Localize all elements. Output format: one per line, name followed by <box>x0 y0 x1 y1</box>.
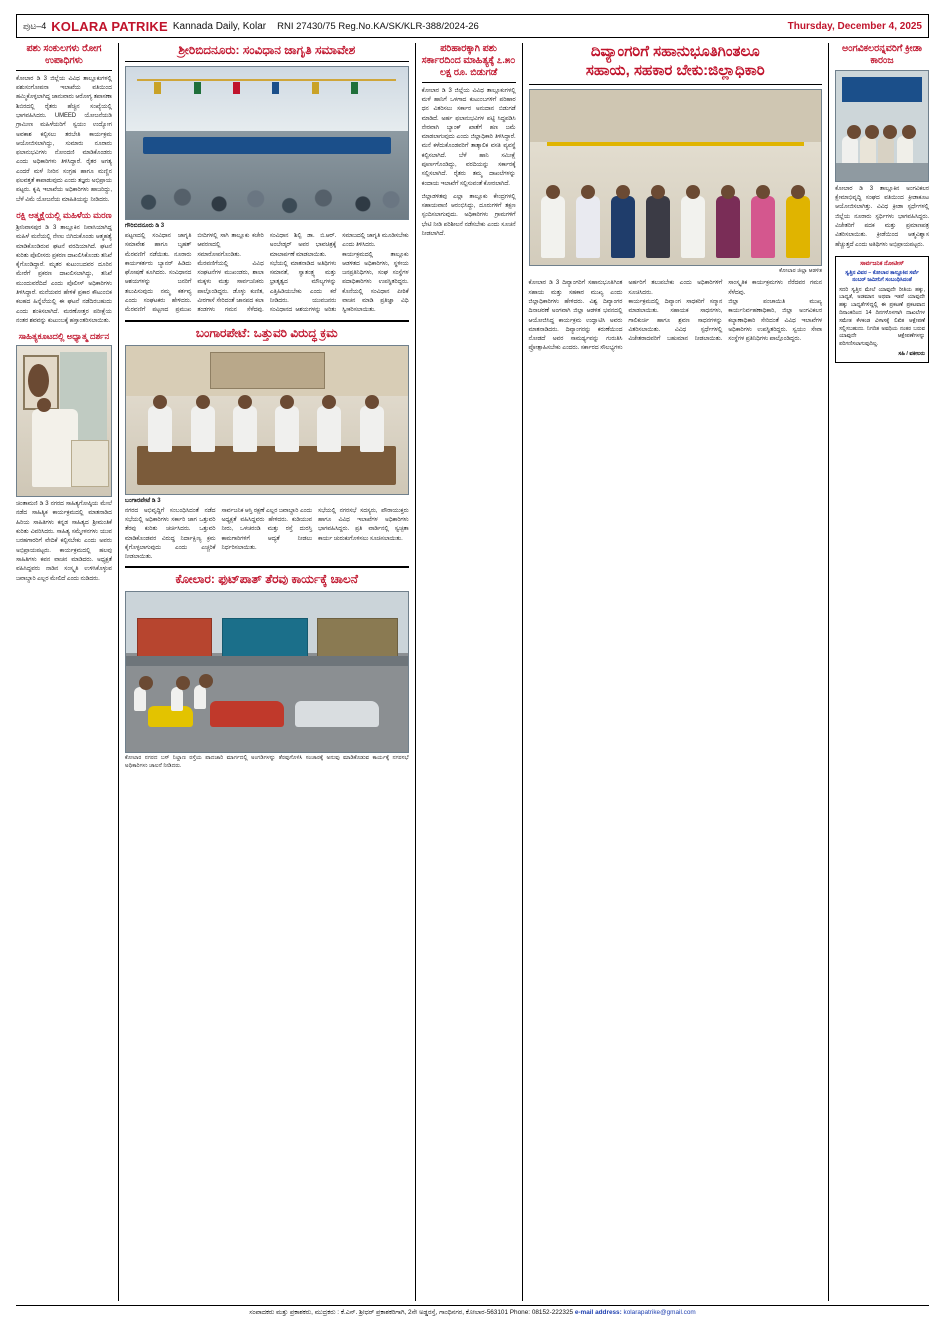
newspaper-subtitle: Kannada Daily, Kolar <box>172 20 267 32</box>
divider <box>125 566 409 568</box>
stage-function-photo <box>835 70 929 182</box>
notice-subtitle: ಸ್ವತ್ತಿನ ವಿವರ – ಕೋಲಾರ ತಾಲ್ಲೂಕಿನ ಸರ್ವೆ ನಂಬರ್ ಜಮೀನಿಗೆ ಸಂಬಂಧಿಸಿದಂತೆ <box>845 269 919 284</box>
notice-title: ಸಾರ್ವಜನಿಕ ನೋಟೀಸ್ <box>860 260 904 267</box>
divider <box>529 84 823 85</box>
notice-body: ಸದರಿ ಸ್ವತ್ತಿನ ಮೇಲೆ ಯಾವುದೇ ರೀತಿಯ ಹಕ್ಕು, ಬಾಧ್ಯತೆ, ಅಡಮಾನ ಅಥವಾ ಇತರೆ ಯಾವುದೇ ಹಕ್ಕು ಬಾಧ್ಯತೆಗಳಿದ್ದಲ್ಲಿ ಈ ಪ್ರಕಟಣೆ ಪ್ರಕಟವಾದ ದಿನಾಂಕದಿಂದ 14 ದಿನಗಳೊಳಗಾಗಿ ದಾಖಲೆಗಳ ಸಮೇತ ಕೆಳಕಂಡ ವಿಳಾಸಕ್ಕೆ ಲಿಖಿತ ಆಕ್ಷೇಪಣೆ ಸಲ್ಲಿಸಬಹುದು. ನಿಗದಿತ ಅವಧಿಯ ನಂತರ ಬರುವ ಯಾವುದೇ ಆಕ್ಷೇಪಣೆಗಳನ್ನು ಪರಿಗಣಿಸಲಾಗುವುದಿಲ್ಲ. <box>839 286 925 348</box>
col2-para-3: ಸಭೆಯಲ್ಲಿ ಮಾತನಾಡಿದ ಅತಿಥಿಗಳು ಸಮಾನತೆ, ಸ್ವಾತಂತ್ರ್ಯ ಮತ್ತು ಭ್ರಾತೃತ್ವದ ಮೌಲ್ಯಗಳನ್ನು ಎತ್ತಿಹಿಡಿಯಬೇಕು ಎಂದು ಕರೆ ನೀಡಿದರು. ಯುವಜನರು ಸಂವಿಧಾನದ ಆಶಯಗಳನ್ನು ಅರಿತು ಸಮಾಜದಲ್ಲಿ ಜಾಗೃತಿ ಮೂಡಿಸಬೇಕು ಎಂದು ತಿಳಿಸಿದರು. <box>269 233 409 314</box>
col2-para-1: ಪಟ್ಟಣದಲ್ಲಿ ಸಂವಿಧಾನ ಜಾಗೃತಿ ಸಮಾವೇಶ ಹಾಗೂ ಬೃಹತ್ ಮೆರವಣಿಗೆ ನಡೆಯಿತು. ನೂರಾರು ಕಾರ್ಯಕರ್ತರು ಬ್ಯಾನರ್ ಹಿಡಿದು ಘೋಷಣೆ ಕೂಗಿದರು. ಸಂವಿಧಾನದ ಆಶಯಗಳನ್ನು ಜನರಿಗೆ ತಲುಪಿಸುವುದು ನಮ್ಮ ಕರ್ತವ್ಯ ಎಂದು ಸಂಘಟಕರು ಹೇಳಿದರು. ಮೆರವಣಿಗೆ ಪಟ್ಟಣದ ಪ್ರಮುಖ ಬೀದಿಗಳಲ್ಲಿ ಸಾಗಿ ತಾಲ್ಲೂಕು ಕಚೇರಿ ಆವರಣದಲ್ಲಿ ಸಮಾರೋಪಗೊಂಡಿತು. <box>124 233 264 314</box>
rni-registration: RNI 27430/75 Reg.No.KA/SK/KLR-388/2024-26 <box>277 20 479 32</box>
col1-subhead-2: ಸಾಹಿತ್ಯಕೂಟದಲ್ಲಿ ಅಧ್ಯಾತ್ಮ ದರ್ಶನ <box>18 331 110 342</box>
column-one <box>16 43 112 1301</box>
writer-portrait-photo <box>16 345 112 497</box>
lead-para-3: ಜಿಲ್ಲಾ ಪಂಚಾಯಿತಿ ಮುಖ್ಯ ಕಾರ್ಯನಿರ್ವಹಣಾಧಿಕಾರಿ, ಜಿಲ್ಲಾ ಅಂಗವಿಕಲರ ಕಲ್ಯಾಣಾಧಿಕಾರಿ ಸೇರಿದಂತೆ ವಿವಿಧ ಇಲಾಖೆಗಳ ಅಧಿಕಾರಿಗಳು ಉಪಸ್ಥಿತರಿದ್ದರು. ಸ್ವಯಂ ಸೇವಾ ಸಂಸ್ಥೆಗಳ ಪ್ರತಿನಿಧಿಗಳು ಪಾಲ್ಗೊಂಡಿದ್ದರು. <box>728 298 823 343</box>
col1-headline: ಪಶು ಸಂಕುಲಗಳು ರೋಗ ಉಪಾಧಿಗಳು <box>26 43 102 66</box>
col1-body-3: ಚಿಂತಾಮಣಿ ಡಿ 3 ನಗರದ ಸಾಹಿತ್ಯಗೋಷ್ಠಿಯ ಮೇಲೆ ನಡೆದ ಸಾಹಿತ್ಯಿಕ ಕಾರ್ಯಕ್ರಮದಲ್ಲಿ ಮಾತನಾಡಿದ ಹಿರಿಯ ಸಾಹಿತಿಗಳು ಕನ್ನಡ ಸಾಹಿತ್ಯದ ಶ್ರೀಮಂತಿಕೆ ಕುರಿತು ವಿವರಿಸಿದರು. ಸಾಹಿತ್ಯ ಸಮ್ಮೇಳನಗಳು ಯುವ ಬರಹಗಾರರಿಗೆ ವೇದಿಕೆ ಕಲ್ಪಿಸಬೇಕು ಎಂದು ಅವರು ಅಭಿಪ್ರಾಯಪಟ್ಟರು. ಕಾರ್ಯಕ್ರಮದಲ್ಲಿ ಹಲವು ಸಾಹಿತಿಗಳು ಕವನ ವಾಚನ ಮಾಡಿದರು. ಅಧ್ಯಕ್ಷತೆ ವಹಿಸಿದ್ದವರು ನಾಡಿನ ಸಂಸ್ಕೃತಿ ಉಳಿಸಿಕೊಳ್ಳುವ ಜವಾಬ್ದಾರಿ ಎಲ್ಲರ ಮೇಲಿದೆ ಎಂದು ನುಡಿದರು. <box>16 501 112 582</box>
col2-byline-2: ಬಂಗಾರಪೇಟೆ ಡಿ 3 <box>124 497 161 504</box>
column-rule <box>118 43 119 1301</box>
col1-subhead: ರಕ್ಷಿ ಆತ್ಮಕ್ಷೆಯಲ್ಲಿ ಮಹಿಳೆಯ ಮರಣ <box>16 209 112 220</box>
col2-byline: ಗೌರಿಬಿದನೂರು ಡಿ 3 <box>124 223 165 229</box>
page-number: ಪುಟ–4 <box>23 20 47 31</box>
divider <box>125 61 409 62</box>
col3-body-2: ಜಿಲ್ಲಾಡಳಿತವು ಎಲ್ಲಾ ತಾಲ್ಲೂಕು ಕೇಂದ್ರಗಳಲ್ಲಿ ಸಹಾಯವಾಣಿ ಆರಂಭಿಸಿದ್ದು, ದೂರುಗಳಿಗೆ ತಕ್ಷಣ ಸ್ಪಂದಿಸಲಾಗುವುದು. ಅಧಿಕಾರಿಗಳು ಗ್ರಾಮಗಳಿಗೆ ಭೇಟಿ ನೀಡಿ ಪರಿಶೀಲನೆ ನಡೆಸಬೇಕು ಎಂದು ಸೂಚನೆ ನೀಡಲಾಗಿದೆ. <box>421 193 516 238</box>
column-far-right <box>835 43 929 1301</box>
divider <box>16 70 112 71</box>
col3-kicker: ಪರಿಹಾರಕ್ಕಾಗಿ ಪಶು ಸರ್ಕಾರದಿಂದ ಮಾಹಿತ್ಯಕ್ಕೆ ೭.೫೦ ಲಕ್ಷ ರೂ. ಬಿಡುಗಡೆ <box>421 43 516 78</box>
divider <box>125 320 409 322</box>
footer-imprint: ಸಂಪಾದಕರು ಮತ್ತು ಪ್ರಕಾಶಕರು, ಮುದ್ರಕರು : ಕೆ.ಎನ್. ಶ್ರೀಧರ್ ಪ್ರಕಾಶಕರಿಗಾಗಿ, 2ನೇ ಅಡ್ಡರಸ್ತೆ, ಗಾಂಧಿನಗರ, ಕೋಲಾರ-563101 Phone: 08152-222325 <box>249 1309 574 1316</box>
page-footer <box>16 1305 929 1317</box>
col2b-para-1: ನಗರದ ಅಭಿವೃದ್ಧಿಗೆ ಸಂಬಂಧಿಸಿದಂತೆ ನಡೆದ ಸಭೆಯಲ್ಲಿ ಅಧಿಕಾರಿಗಳು ಸರ್ಕಾರಿ ಜಾಗ ಒತ್ತುವರಿ ತೆರವು ಕುರಿತು ಚರ್ಚಿಸಿದರು. ಒತ್ತುವರಿ ಮಾಡಿಕೊಂಡವರ ವಿರುದ್ಧ ನಿರ್ದಾಕ್ಷಿಣ್ಯ ಕ್ರಮ ಕೈಗೊಳ್ಳಲಾಗುವುದು ಎಂದು ಎಚ್ಚರಿಕೆ ನೀಡಲಾಯಿತು. <box>124 507 216 561</box>
lead-para-1: ಕೋಲಾರ ಡಿ 3 ದಿವ್ಯಾಂಗರಿಗೆ ಸಹಾನುಭೂತಿಗಿಂತ ಸಹಾಯ ಮತ್ತು ಸಹಕಾರ ಮುಖ್ಯ ಎಂದು ಜಿಲ್ಲಾಧಿಕಾರಿಗಳು ಹೇಳಿದರು. ವಿಶ್ವ ದಿವ್ಯಾಂಗರ ದಿನಾಚರಣೆ ಅಂಗವಾಗಿ ಜಿಲ್ಲಾ ಆಡಳಿತ ಭವನದಲ್ಲಿ ಆಯೋಜಿಸಿದ್ದ ಕಾರ್ಯಕ್ರಮ ಉದ್ಘಾಟಿಸಿ ಅವರು ಮಾತನಾಡಿದರು. ದಿವ್ಯಾಂಗರನ್ನು ಕರುಣೆಯಿಂದ ನೋಡದೆ ಅವರ ಸಾಮರ್ಥ್ಯವನ್ನು ಗುರುತಿಸಿ ಪ್ರೋತ್ಸಾಹಿಸಬೇಕು ಎಂದರು. ಸರ್ಕಾರದ ಸೌಲಭ್ಯಗಳು ಅರ್ಹರಿಗೆ ತಲುಪಬೇಕು ಎಂದು ಅಧಿಕಾರಿಗಳಿಗೆ ಸೂಚಿಸಿದರು. <box>528 280 723 352</box>
col2-para-4: ಕಾರ್ಯಕ್ರಮದಲ್ಲಿ ತಾಲ್ಲೂಕು ಆಡಳಿತದ ಅಧಿಕಾರಿಗಳು, ಸ್ಥಳೀಯ ಜನಪ್ರತಿನಿಧಿಗಳು, ಸಂಘ ಸಂಸ್ಥೆಗಳ ಪದಾಧಿಕಾರಿಗಳು ಉಪಸ್ಥಿತರಿದ್ದರು. ಕೊನೆಯಲ್ಲಿ ಸಂವಿಧಾನ ಪೀಠಿಕೆ ವಾಚನ ಮಾಡಿ ಪ್ರತಿಜ್ಞಾ ವಿಧಿ ಸ್ವೀಕರಿಸಲಾಯಿತು. <box>342 251 409 314</box>
right-subhead: ಅಂಗವಿಕಲರನ್ನವರಿಗೆ ಕ್ರೀಡಾ ಕಾರಂಜ <box>842 43 923 66</box>
public-notice-box <box>835 256 929 363</box>
col1-body: ಕೋಲಾರ ಡಿ 3 ಜಿಲ್ಲೆಯ ವಿವಿಧ ತಾಲ್ಲೂಕುಗಳಲ್ಲಿ ಪಶುಸಂಗೋಪನಾ ಇಲಾಖೆಯ ವತಿಯಿಂದ ಹಮ್ಮಿಕೊಳ್ಳಲಾಗಿದ್ದ ಜಾನುವಾರು ಆರೋಗ್ಯ ತಪಾಸಣಾ ಶಿಬಿರದಲ್ಲಿ ರೈತರು ಹೆಚ್ಚಿನ ಸಂಖ್ಯೆಯಲ್ಲಿ ಭಾಗವಹಿಸಿದರು. UMEED ಯೋಜನೆಯಡಿ ಗ್ರಾಮೀಣ ಮಹಿಳೆಯರಿಗೆ ಸ್ವಯಂ ಉದ್ಯೋಗ ಅವಕಾಶ ಕಲ್ಪಿಸಲು ತರಬೇತಿ ಕಾರ್ಯಕ್ರಮ ಆಯೋಜಿಸಲಾಗಿದ್ದು, ಸುಮಾರು ನೂರಾರು ಫಲಾನುಭವಿಗಳು ನೋಂದಣಿ ಮಾಡಿಕೊಂಡರು ಎಂದು ಅಧಿಕಾರಿಗಳು ತಿಳಿಸಿದ್ದಾರೆ. ರೈತರ ಅಗತ್ಯ ಎಂದರೆ ಮಳೆ ನೀರಿನ ಸಂಗ್ರಹ ಹಾಗೂ ಮಣ್ಣಿನ ಫಲವತ್ತತೆ ಕಾಪಾಡುವುದು ಎಂದು ತಜ್ಞರು ಅಭಿಪ್ರಾಯ ಪಟ್ಟರು. ಕೃಷಿ ಇಲಾಖೆಯ ಅಧಿಕಾರಿಗಳು ಹಾಜರಿದ್ದು, ಬೆಳೆ ವಿಮೆ ಯೋಜನೆಯ ಮಾಹಿತಿಯನ್ನು ನೀಡಿದರು. <box>16 75 112 203</box>
column-rule <box>415 43 416 1301</box>
column-right-lead <box>529 43 823 1301</box>
divider <box>422 82 516 83</box>
col1-body-2: ಶ್ರೀನಿವಾಸಪುರ ಡಿ 3 ತಾಲ್ಲೂಕಿನ ನಿವಾಸಿಯಾಗಿದ್ದ ಮಹಿಳೆ ಮನೆಯಲ್ಲಿ ನೇಣು ಬಿಗಿದುಕೊಂಡು ಆತ್ಮಹತ್ಯೆ ಮಾಡಿಕೊಂಡಿರುವ ಘಟನೆ ವರದಿಯಾಗಿದೆ. ಘಟನೆ ಕುರಿತು ಪೊಲೀಸರು ಪ್ರಕರಣ ದಾಖಲಿಸಿಕೊಂಡು ತನಿಖೆ ಕೈಗೊಂಡಿದ್ದಾರೆ. ಮೃತರ ಕುಟುಂಬದವರ ದೂರಿನ ಮೇರೆಗೆ ಪ್ರಕರಣ ದಾಖಲಿಸಲಾಗಿದ್ದು, ತನಿಖೆ ಮುಂದುವರೆದಿದೆ ಎಂದು ಪೊಲೀಸ್ ಅಧಿಕಾರಿಗಳು ತಿಳಿಸಿದ್ದಾರೆ. ಮನೆಯವರ ಹೇಳಿಕೆ ಪ್ರಕಾರ ಕೌಟುಂಬಿಕ ಕಲಹದ ಹಿನ್ನೆಲೆಯಲ್ಲಿ ಈ ಘಟನೆ ನಡೆದಿರಬಹುದು ಎಂದು ಶಂಕಿಸಲಾಗಿದೆ. ಮರಣೋತ್ತರ ಪರೀಕ್ಷೆಯ ನಂತರ ಶವವನ್ನು ಕುಟುಂಬಕ್ಕೆ ಹಸ್ತಾಂತರಿಸಲಾಯಿತು. <box>16 224 112 324</box>
lead-headline-line2: ಸಹಾಯ, ಸಹಕಾರ ಬೇಕು:ಜಿಲ್ಲಾಧಿಕಾರಿ <box>585 61 765 79</box>
notice-signature: ಸಹಿ / ವಕೀಲರು <box>898 351 925 358</box>
col2-photo-caption: ಕೋಲಾರ ನಗರದ ಬಸ್ ನಿಲ್ದಾಣ ರಸ್ತೆಯ ಪಾದಚಾರಿ ಮಾರ್ಗದಲ್ಲಿ ಅಂಗಡಿಗಳನ್ನು ತೆರವುಗೊಳಿಸಿ ಸಂಚಾರಕ್ಕೆ ಅನುವು ಮಾಡಿಕೊಡುವ ಕಾರ್ಯಕ್ಕೆ ನಗರಸಭೆ ಅಧಿಕಾರಿಗಳು ಚಾಲನೆ ನೀಡಿದರು. <box>124 755 409 770</box>
publication-date: Thursday, December 4, 2025 <box>787 20 922 32</box>
ribbon-cutting-inauguration-photo <box>529 89 823 266</box>
right-body: ಕೋಲಾರ ಡಿ 3 ತಾಲ್ಲೂಕಿನ ಅಂಗವಿಕಲರ ಕ್ಷೇಮಾಭಿವೃದ್ಧಿ ಸಂಘದ ವತಿಯಿಂದ ಕ್ರೀಡಾಕೂಟ ಆಯೋಜಿಸಲಾಗಿತ್ತು. ವಿವಿಧ ಕ್ರೀಡಾ ಸ್ಪರ್ಧೆಗಳಲ್ಲಿ ಜಿಲ್ಲೆಯ ನೂರಾರು ಸ್ಪರ್ಧಿಗಳು ಭಾಗವಹಿಸಿದ್ದರು. ವಿಜೇತರಿಗೆ ಪದಕ ಮತ್ತು ಪ್ರಮಾಣಪತ್ರ ವಿತರಿಸಲಾಯಿತು. ಕ್ರೀಡೆಯಿಂದ ಆತ್ಮವಿಶ್ವಾಸ ಹೆಚ್ಚುತ್ತದೆ ಎಂದು ಅತಿಥಿಗಳು ಅಭಿಪ್ರಾಯಪಟ್ಟರು. <box>835 185 929 248</box>
col2b-para-2: ಸಾರ್ವಜನಿಕ ಆಸ್ತಿ ರಕ್ಷಣೆ ಎಲ್ಲರ ಜವಾಬ್ದಾರಿ ಎಂದು ಅಧ್ಯಕ್ಷತೆ ವಹಿಸಿದ್ದವರು ಹೇಳಿದರು. ಕುಡಿಯುವ ನೀರು, ಒಳಚರಂಡಿ ಮತ್ತು ರಸ್ತೆ ದುರಸ್ತಿ ಕಾಮಗಾರಿಗಳಿಗೆ ಆದ್ಯತೆ ನೀಡಲು ನಿರ್ಧರಿಸಲಾಯಿತು. <box>221 507 313 551</box>
col2-para-2: ಮೆರವಣಿಗೆಯಲ್ಲಿ ವಿವಿಧ ಸಂಘಟನೆಗಳ ಮುಖಂಡರು, ಶಾಲಾ ಮಕ್ಕಳು ಮತ್ತು ಸಾರ್ವಜನಿಕರು ಪಾಲ್ಗೊಂಡಿದ್ದರು. ಡೊಳ್ಳು ಕುಣಿತ, ವೀರಗಾಸೆ ಸೇರಿದಂತೆ ಜಾನಪದ ಕಲಾ ತಂಡಗಳು ಗಮನ ಸೆಳೆದವು. ಸಂವಿಧಾನ ಶಿಲ್ಪಿ ಡಾ. ಬಿ.ಆರ್. ಅಂಬೇಡ್ಕರ್ ಅವರ ಭಾವಚಿತ್ರಕ್ಕೆ ಮಾಲಾರ್ಪಣೆ ಮಾಡಲಾಯಿತು. <box>197 233 337 314</box>
rally-procession-photo <box>125 66 409 220</box>
page-body <box>16 43 929 1301</box>
col2b-para-3: ಸಭೆಯಲ್ಲಿ ನಗರಸಭೆ ಸದಸ್ಯರು, ಪೌರಾಯುಕ್ತರು ಹಾಗೂ ವಿವಿಧ ಇಲಾಖೆಗಳ ಅಧಿಕಾರಿಗಳು ಭಾಗವಹಿಸಿದ್ದರು. ಪ್ರತಿ ವಾರ್ಡಿನಲ್ಲಿ ಸ್ವಚ್ಛತಾ ಕಾರ್ಯ ಚುರುಕುಗೊಳಿಸಲು ಸೂಚಿಸಲಾಯಿತು. <box>318 507 409 542</box>
officials-dais-meeting-photo <box>125 345 409 495</box>
footer-email[interactable]: kolarapatrike@gmail.com <box>623 1309 696 1316</box>
column-rule <box>522 43 523 1301</box>
newspaper-title: KOLARA PATRIKE <box>51 18 168 34</box>
column-two <box>125 43 409 1301</box>
lead-para-2: ಕಾರ್ಯಕ್ರಮದಲ್ಲಿ ದಿವ್ಯಾಂಗ ಸಾಧಕರಿಗೆ ಸನ್ಮಾನ ಮಾಡಲಾಯಿತು. ಸಹಾಯಕ ಸಾಧನಗಳು, ಗಾಲಿಕುರ್ಚಿ ಹಾಗೂ ಶ್ರವಣ ಸಾಧನಗಳನ್ನು ವಿತರಿಸಲಾಯಿತು. ವಿವಿಧ ಸ್ಪರ್ಧೆಗಳಲ್ಲಿ ವಿಜೇತರಾದವರಿಗೆ ಬಹುಮಾನ ನೀಡಲಾಯಿತು. ಸಾಂಸ್ಕೃತಿಕ ಕಾರ್ಯಕ್ರಮಗಳು ನೆರೆದವರ ಗಮನ ಸೆಳೆದವು. <box>628 280 823 343</box>
masthead <box>16 14 929 38</box>
lead-photo-caption: ಕೋಲಾರ ಜಿಲ್ಲಾ ಆಡಳಿತ <box>779 267 823 274</box>
col2-subhead-2: ಕೋಲಾರ: ಫುಟ್‌ಪಾತ್ ತೆರವು ಕಾರ್ಯಕ್ಕೆ ಚಾಲನೆ <box>175 572 358 587</box>
column-rule <box>828 43 829 1301</box>
footer-email-label: e-mail address: <box>574 1309 622 1316</box>
column-three <box>422 43 516 1301</box>
col2-headline: ಶ್ರೀರಿಬಿದನೂರು: ಸಂವಿಧಾನ ಜಾಗೃತಿ ಸಮಾವೇಶ <box>178 43 356 57</box>
col2-subhead: ಬಂಗಾರಪೇಟೆ: ಒತ್ತುವರಿ ವಿರುದ್ಧ ಕ್ರಮ <box>195 325 338 340</box>
col3-body: ಕೋಲಾರ ಡಿ 3 ಜಿಲ್ಲೆಯ ವಿವಿಧ ತಾಲ್ಲೂಕುಗಳಲ್ಲಿ ಮಳೆ ಹಾನಿಗೆ ಒಳಗಾದ ಕುಟುಂಬಗಳಿಗೆ ಪರಿಹಾರ ಧನ ವಿತರಿಸಲು ಸರ್ಕಾರ ಅನುದಾನ ಬಿಡುಗಡೆ ಮಾಡಿದೆ. ಅರ್ಹ ಫಲಾನುಭವಿಗಳ ಪಟ್ಟಿ ಸಿದ್ಧಪಡಿಸಿ ನೇರವಾಗಿ ಬ್ಯಾಂಕ್ ಖಾತೆಗೆ ಹಣ ಜಮೆ ಮಾಡಲಾಗುವುದು ಎಂದು ಜಿಲ್ಲಾಧಿಕಾರಿ ತಿಳಿಸಿದ್ದಾರೆ. ಮನೆ ಕಳೆದುಕೊಂಡವರಿಗೆ ತಾತ್ಕಾಲಿಕ ವಸತಿ ವ್ಯವಸ್ಥೆ ಕಲ್ಪಿಸಲಾಗಿದೆ. ಬೆಳೆ ಹಾನಿ ಸಮೀಕ್ಷೆ ಪೂರ್ಣಗೊಂಡಿದ್ದು, ವರದಿಯನ್ನು ಸರ್ಕಾರಕ್ಕೆ ಸಲ್ಲಿಸಲಾಗಿದೆ. ರೈತರು ತಮ್ಮ ದಾಖಲೆಗಳನ್ನು ಕಂದಾಯ ಇಲಾಖೆಗೆ ಸಲ್ಲಿಸುವಂತೆ ಕೋರಲಾಗಿದೆ. <box>421 87 516 187</box>
lead-headline-line1: ದಿವ್ಯಾಂಗರಿಗೆ ಸಹಾನುಭೂತಿಗಿಂತಲೂ <box>590 43 760 60</box>
street-encroachment-clearance-photo <box>125 591 409 753</box>
